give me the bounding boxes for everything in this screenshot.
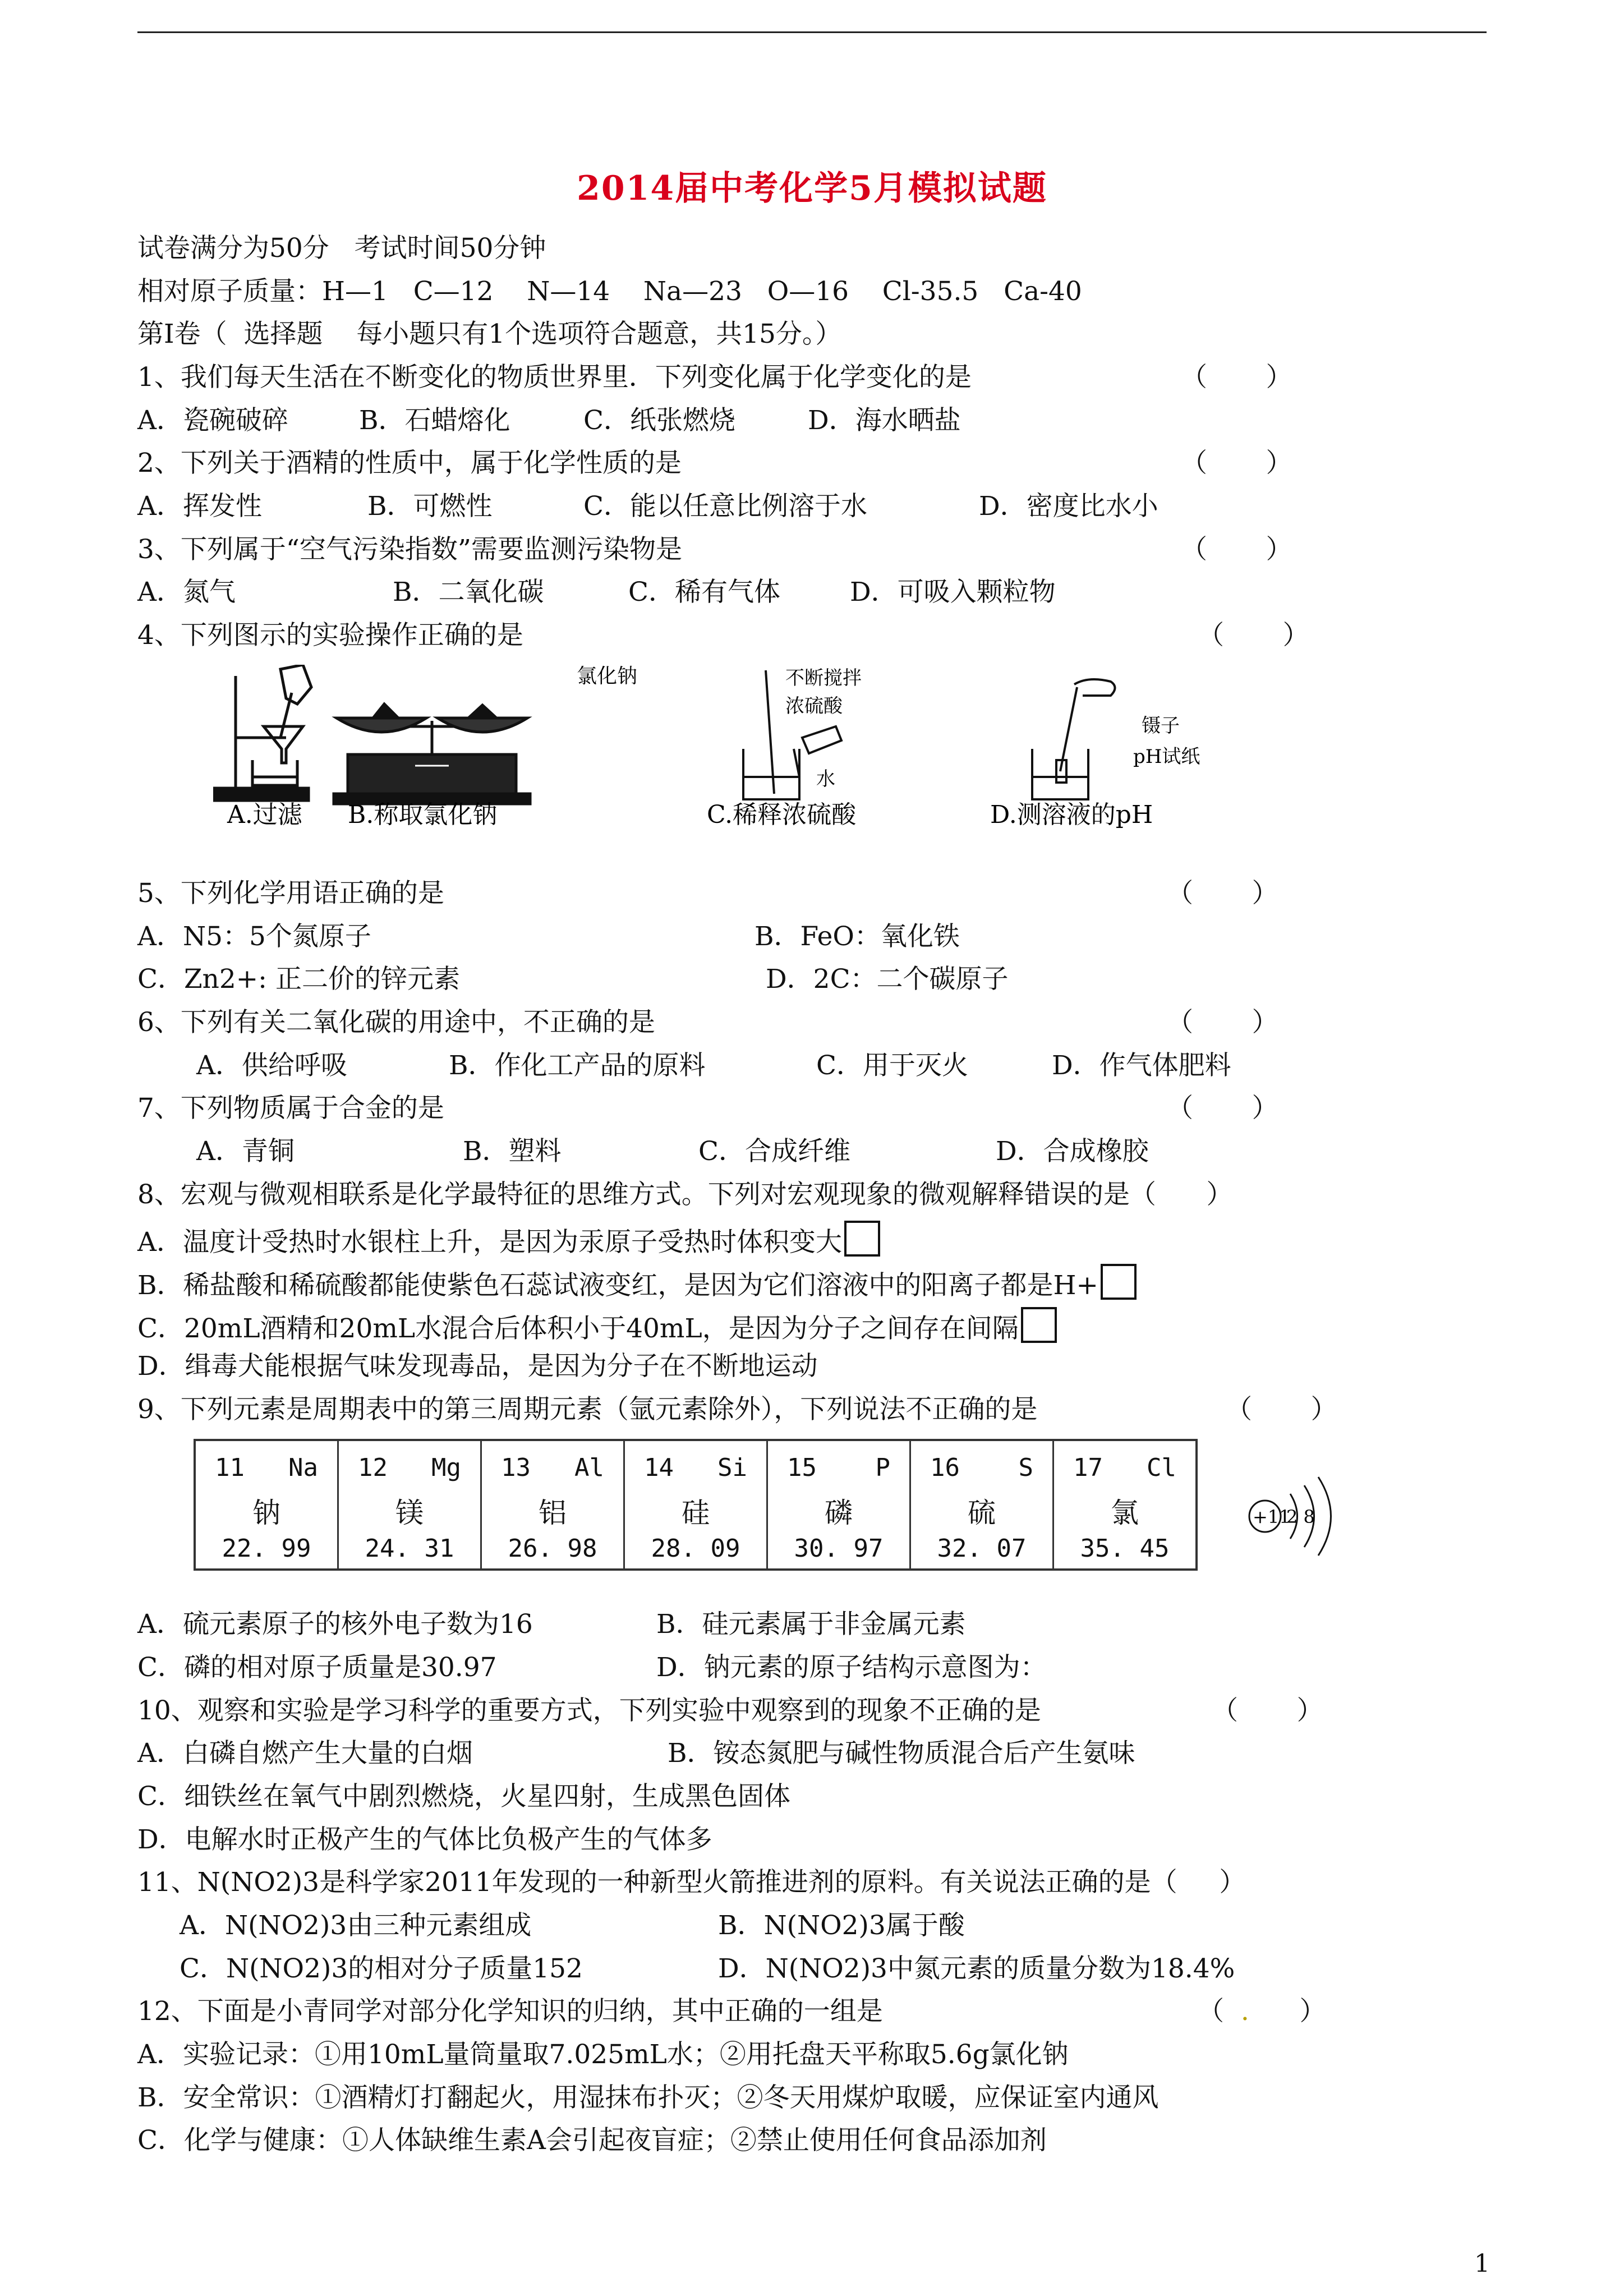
atomic-mass: 24. 31	[365, 1534, 454, 1563]
question-5-stem: 5、下列化学用语正确的是	[137, 878, 444, 909]
element-symbol: Mg	[431, 1453, 461, 1482]
option: D．可吸入颗粒物	[850, 577, 1056, 608]
option: A．挥发性	[137, 491, 262, 522]
answer-blank: （ ）	[1198, 620, 1309, 651]
option-with-box	[137, 1307, 1057, 1346]
atomic-mass: 35. 45	[1080, 1534, 1170, 1563]
question-1-stem: 1、我们每天生活在不断变化的物质世界里．下列变化属于化学变化的是	[137, 362, 972, 393]
element-cell	[196, 1441, 337, 1568]
option: B．硅元素属于非金属元素	[656, 1609, 966, 1640]
tweezers-note: 镊子	[1142, 715, 1180, 737]
answer-blank: （ ）	[1181, 362, 1292, 393]
exam-info-line: 试卷满分为50分 考试时间50分钟	[137, 233, 546, 264]
option: C．能以任意比例溶于水	[583, 491, 867, 522]
atomic-number: 11	[215, 1453, 245, 1482]
element-symbol: S	[1018, 1453, 1033, 1482]
option: B．石蜡熔化	[359, 405, 510, 436]
element-name: 硅	[682, 1497, 710, 1529]
empty-box	[1021, 1307, 1057, 1343]
page-number: 1	[1474, 2249, 1490, 2278]
option: A．实验记录：①用10mL量筒量取7.025mL水；②用托盘天平称取5.6g氯化钠	[137, 2039, 1069, 2070]
electron-shells: 2 8	[1286, 1506, 1315, 1527]
option: A．硫元素原子的核外电子数为16	[137, 1609, 533, 1640]
option: C．细铁丝在氧气中剧烈燃烧，火星四射，生成黑色固体	[137, 1781, 790, 1812]
option: D．密度比水小	[979, 491, 1158, 522]
atomic-number: 13	[501, 1453, 531, 1482]
answer-blank: （ ）	[1167, 878, 1278, 909]
question-11-stem: 11、N(NO2)3是科学家2011年发现的一种新型火箭推进剂的原料。有关说法正确的是（ ）	[137, 1867, 1246, 1898]
element-cell	[909, 1441, 1052, 1568]
option: C．用于灭火	[816, 1050, 968, 1081]
element-name: 氯	[1111, 1497, 1139, 1529]
atomic-mass: 28. 09	[651, 1534, 740, 1563]
option: C．纸张燃烧	[583, 405, 735, 436]
acid-note: 浓硫酸	[785, 695, 843, 717]
element-name: 硫	[968, 1497, 996, 1529]
option: D．缉毒犬能根据气味发现毒品，是因为分子在不断地运动	[137, 1351, 818, 1382]
ph-test-figure	[1032, 679, 1115, 799]
option-text: A．温度计受热时水银柱上升，是因为汞原子受热时体积变大	[137, 1227, 842, 1258]
option: B．FeO：氧化铁	[755, 921, 960, 952]
element-symbol: Cl	[1147, 1453, 1176, 1482]
option: A．氮气	[137, 577, 236, 608]
option: D．电解水时正极产生的气体比负极产生的气体多	[137, 1824, 712, 1855]
element-symbol: P	[875, 1453, 890, 1482]
element-name: 镁	[395, 1497, 424, 1529]
option-with-box	[137, 1264, 1137, 1303]
option: A．N(NO2)3由三种元素组成	[180, 1910, 532, 1941]
experiment-figures	[213, 665, 1279, 844]
answer-blank: （ ）	[1181, 534, 1292, 565]
section-heading: 第Ⅰ卷（ 选择题 每小题只有1个选项符合题意，共15分。）	[137, 319, 842, 349]
option: C．磷的相对原子质量是30.97	[137, 1652, 497, 1683]
atomic-number: 15	[787, 1453, 817, 1482]
nucleus-charge: +11	[1253, 1506, 1291, 1527]
option: D．N(NO2)3中氮元素的质量分数为18.4%	[718, 1953, 1235, 1984]
atomic-mass: 26. 98	[508, 1534, 597, 1563]
atomic-mass: 32. 07	[937, 1534, 1027, 1563]
question-8-stem: 8、宏观与微观相联系是化学最特征的思维方式。下列对宏观现象的微观解释错误的是（ ）	[137, 1179, 1233, 1210]
element-cell	[623, 1441, 766, 1568]
paren-left: （	[1198, 1996, 1241, 2027]
stir-note: 不断搅拌	[785, 667, 862, 689]
figure-label-a: A.过滤	[227, 800, 302, 829]
figure-label-b: B.称取氯化钠	[348, 800, 498, 829]
option: C．Zn2+: 正二价的锌元素	[137, 964, 460, 995]
question-10-stem: 10、观察和实验是学习科学的重要方式，下列实验中观察到的现象不正确的是	[137, 1695, 1041, 1726]
filtration-apparatus-figure	[213, 665, 311, 800]
option: A．瓷碗破碎	[137, 405, 288, 436]
answer-blank: （ ）	[1181, 448, 1292, 478]
option: B．可燃性	[367, 491, 493, 522]
answer-blank: （ ）	[1167, 1093, 1278, 1124]
question-9-stem: 9、下列元素是周期表中的第三周期元素（氩元素除外），下列说法不正确的是	[137, 1394, 1038, 1425]
option: A．白磷自燃产生大量的白烟	[137, 1738, 473, 1769]
element-cell	[766, 1441, 909, 1568]
answer-blank: （ ）	[1212, 1695, 1323, 1726]
water-note: 水	[816, 768, 835, 790]
option-text: B．稀盐酸和稀硫酸都能使紫色石蕊试液变红，是因为它们溶液中的阳离子都是H+	[137, 1270, 1098, 1301]
element-name: 钠	[252, 1497, 280, 1529]
atomic-number: 14	[644, 1453, 674, 1482]
balance-figure	[334, 704, 530, 804]
option: B．N(NO2)3属于酸	[718, 1910, 965, 1941]
paren-right: ）	[1249, 1996, 1326, 2027]
option: C．N(NO2)3的相对分子质量152	[180, 1953, 583, 1984]
atomic-number: 16	[930, 1453, 960, 1482]
ph-paper-note: pH试纸	[1133, 746, 1200, 768]
header-rule	[137, 31, 1487, 33]
question-3-stem: 3、下列属于“空气污染指数”需要监测污染物是	[137, 534, 682, 565]
page-title: 2014届中考化学5月模拟试题	[577, 169, 1047, 208]
element-symbol: Na	[288, 1453, 318, 1482]
figure-label-d: D.测溶液的pH	[990, 800, 1153, 829]
option: C．合成纤维	[698, 1136, 850, 1167]
option: B．塑料	[463, 1136, 562, 1167]
element-symbol: Si	[717, 1453, 747, 1482]
element-cell	[1052, 1441, 1195, 1568]
periodic-table-strip	[194, 1439, 1198, 1571]
question-7-stem: 7、下列物质属于合金的是	[137, 1093, 444, 1124]
option: D．2C：二个碳原子	[766, 964, 1009, 995]
atomic-number: 17	[1073, 1453, 1103, 1482]
option: C．化学与健康：①人体缺维生素A会引起夜盲症；②禁止使用任何食品添加剂	[137, 2125, 1047, 2156]
answer-blank: （ ）	[1226, 1394, 1337, 1425]
question-4-stem: 4、下列图示的实验操作正确的是	[137, 620, 523, 651]
question-6-stem: 6、下列有关二氧化碳的用途中，不正确的是	[137, 1007, 655, 1038]
atomic-mass: 30. 97	[794, 1534, 884, 1563]
element-name: 磷	[825, 1497, 853, 1529]
answer-blank	[1198, 1995, 1326, 2028]
option: B．铵态氮肥与碱性物质混合后产生氨味	[668, 1738, 1135, 1769]
paren-dot: .	[1240, 1996, 1249, 2027]
empty-box	[1101, 1264, 1137, 1300]
element-name: 铝	[539, 1497, 567, 1529]
element-cell	[337, 1441, 480, 1568]
option: B．安全常识：①酒精灯打翻起火，用湿抹布扑灭；②冬天用煤炉取暖，应保证室内通风	[137, 2082, 1159, 2113]
atomic-number: 12	[358, 1453, 388, 1482]
element-symbol: Al	[574, 1453, 604, 1482]
element-cell	[480, 1441, 623, 1568]
figure-label-c: C.稀释浓硫酸	[707, 800, 857, 829]
option: B．二氧化碳	[393, 577, 544, 608]
question-12-stem: 12、下面是小青同学对部分化学知识的归纳，其中正确的一组是	[137, 1996, 883, 2027]
option: D．海水晒盐	[808, 405, 961, 436]
option: D．合成橡胶	[996, 1136, 1149, 1167]
option: C．稀有气体	[628, 577, 780, 608]
option: A．供给呼吸	[196, 1050, 347, 1081]
option: A．青铜	[196, 1136, 295, 1167]
option-text: C．20mL酒精和20mL水混合后体积小于40mL，是因为分子之间存在间隔	[137, 1313, 1019, 1344]
nacl-note: 氯化钠	[577, 665, 638, 688]
option: D．作气体肥料	[1052, 1050, 1231, 1081]
atomic-mass-line: 相对原子质量：H—1 C—12 N—14 Na—23 O—16 Cl-35.5 Ca-40	[137, 276, 1082, 307]
answer-blank: （ ）	[1167, 1007, 1278, 1038]
option: A．N5：5个氮原子	[137, 921, 371, 952]
atom-structure-diagram	[1243, 1469, 1338, 1564]
atomic-mass: 22. 99	[222, 1534, 311, 1563]
option: D．钠元素的原子结构示意图为：	[656, 1652, 1047, 1683]
question-2-stem: 2、下列关于酒精的性质中，属于化学性质的是	[137, 448, 682, 478]
option-with-box	[137, 1221, 880, 1259]
option: B．作化工产品的原料	[449, 1050, 706, 1081]
empty-box	[844, 1221, 880, 1257]
